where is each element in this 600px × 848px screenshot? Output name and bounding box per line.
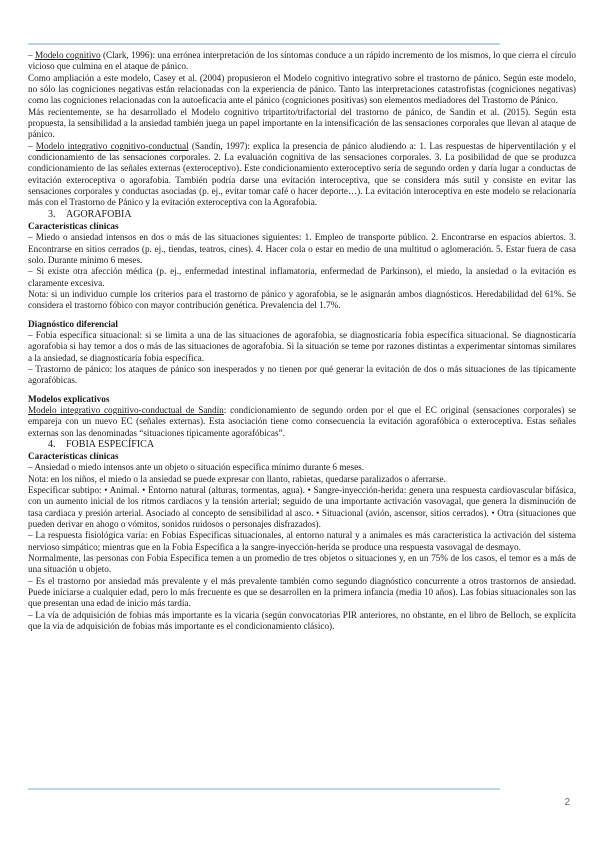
heading-clinical-agorafobia: Características clínicas — [28, 220, 119, 231]
paragraph-integrative-model: – Modelo integrativo cognitivo-conductual (Sandín, 1997): explica la presencia de pánico aludiendo a: 1. Las respuestas de hiperventilación y el condicionamiento de las sensaciones corporales. 2. La evaluación cognitiva de las sensaciones corporales. 3. La posibilidad de que se produzca condicionamiento de las señales externas (exteroceptivo). Este condicionamiento exteroceptivo sería de segundo orden y daría lugar a conductas de evitación exteroceptiva o agorafobia. También podría darse una evitación interoceptiva, que se considera más sutil y consiste en evitar las sensaciones corporales y conductas asociadas (p. ej., evitar tomar café o hacer deporte…). La evitación interoceptiva en este modelo se relacionaría más con el Trastorno de Pánico y la evitación exteroceptiva con la Agorafobia. — [28, 140, 576, 208]
paragraph: Normalmente, las personas con Fobia Específica temen a un promedio de tres objetos o situaciones y, en un 75% de los casos, el temor es a más de una situación u objeto. — [28, 553, 576, 575]
term-modelo-cognitivo: Modelo cognitivo — [34, 50, 101, 60]
heading-clinical-fobia: Características clínicas — [28, 451, 119, 461]
header-divider — [28, 43, 500, 45]
page-content — [28, 50, 576, 633]
paragraph-sandin-tripartite: Más recientemente, se ha desarrollado el Modelo cognitivo tripartito/trifactorial del trastorno de pánico, de Sandin et al. (2015). Según esta propuesta, la sensibilidad a la ansiedad también juega un papel importante en la intensificación de las sensaciones corporales que llevan al ataque de pánico. — [28, 106, 576, 140]
section-title-agorafobia: 3. AGORAFOBIA — [48, 208, 132, 220]
paragraph-sandin-agorafobia: Modelo integrativo cognitivo-conductual de Sandín: condicionamiento de segundo orden por el que el EC original (sensaciones corporales) se empareja con un nuevo EC (señales externas). Esta asociación tiene como consecuencia la evitación agorafóbica o exteroceptiva. Estas señales externas son las denominadas “situaciones típicamente agorafóbicas”. — [28, 404, 576, 438]
paragraph: – Es el trastorno por ansiedad más prevalente y el más prevalente también como segundo diagnóstico concurrente a otros trastornos de ansiedad. Puede iniciarse a cualquier edad, pero lo más frecuente es que se desarrollen en la primera infancia (media 10 años). Las fobias situacionales son las que presentan una edad de inicio más tardía. — [28, 575, 576, 609]
paragraph: – Trastorno de pánico: los ataques de pánico son inesperados y no tienen por qué generar la evitación de dos o más situaciones de las típicamente agorafóbicas. — [28, 363, 576, 386]
paragraph: – Fobia específica situacional: si se limita a una de las situaciones de agorafobia, se diagnosticaría fobia específica situacional. Se diagnosticaría agorafobia si hay temor a dos o más de las situaciones de agorafobia. Si la situación se teme por razones distintas a experimentar síntomas similares a la ansiedad, se diagnosticaría fobia específica. — [28, 329, 576, 363]
heading-explanatory-models: Modelos explicativos — [28, 393, 110, 404]
heading-differential: Diagnóstico diferencial — [28, 318, 118, 329]
footer-divider — [28, 788, 500, 790]
paragraph-casey-model: Como ampliación a este modelo, Casey et al. (2004) propusieron el Modelo cognitivo integrativo sobre el trastorno de pánico. Según este modelo, no sólo las cogniciones negativas están relacionadas con la experiencia de pánico. Tanto las interpretaciones catastrofistas (cogniciones negativas) como las cogniciones relacionadas con la autoeficacia ante el pánico (cogniciones positivas) son elementos mediadores del Trastorno de Pánico. — [28, 72, 576, 106]
term-modelo-integrativo: Modelo integrativo cognitivo-conductual — [35, 140, 189, 151]
paragraph: – Miedo o ansiedad intensos en dos o más de las situaciones siguientes: 1. Empleo de transporte público. 2. Encontrarse en espacios abiertos. 3. Encontrarse en sitios cerrados (p. ej., tiendas, teatros, cines). 4. Hacer cola o estar en medio de una multitud o aglomeración. 5. Estar fuera de casa solo. Durante mínimo 6 meses. — [28, 232, 576, 265]
term-modelo-sandin: Modelo integrativo cognitivo-conductual de Sandín — [28, 404, 224, 415]
section-title-fobia-especifica: 4. FOBIA ESPECÍFICA — [48, 439, 155, 450]
paragraph: Nota: en los niños, el miedo o la ansiedad se puede expresar con llanto, rabietas, quedarse paralizados o aferrarse. — [28, 473, 446, 484]
paragraph: Especificar subtipo: • Animal. • Entorno natural (alturas, tormentas, agua). • Sangre-inyección-herida: genera una respuesta cardiovascular bifásica, con un aumento inicial de los ritmos cardiacos y la tensión arterial; seguido de una importante activación vasovagal, que genera la disminución de tasa cardiaca y presión arterial. Asociado al concepto de sensibilidad al asco. • Situacional (avión, ascensor, sitios cerrados). • Otra (situaciones que pueden derivar en ahogo o vómitos, sonidos ruidosos o personajes disfrazados). — [28, 485, 576, 530]
paragraph: – La respuesta fisiológica varía: en Fobias Específicas situacionales, al entorno natural y a animales es más característica la activación del sistema nervioso simpático; mientras que en la Fobia Específica a la sangre-inyección-herida se produce una respuesta vasovagal de desmayo. — [28, 530, 576, 552]
paragraph: – La vía de adquisición de fobias más importante es la vicaria (según convocatorias PIR anteriores, no obstante, en el libro de Belloch, se explicita que la vía de adquisición de fobias más importante es el condicionamiento clásico). — [28, 609, 576, 632]
page-number: 2 — [564, 797, 570, 808]
paragraph: – Ansiedad o miedo intensos ante un objeto o situación específica mínimo durante 6 meses. — [28, 462, 365, 473]
paragraph: Nota: si un individuo cumple los criterios para el trastorno de pánico y agorafobia, se le asignarán ambos diagnósticos. Heredabilidad del 61%. Se considera el trastorno fóbico con mayor contribución genética. Prevalencia del 1.7%. — [28, 288, 576, 311]
paragraph: – Si existe otra afección médica (p. ej., enfermedad intestinal inflamatoria, enfermedad de Parkinson), el miedo, la ansiedad o la evitación es claramente excesiva. — [28, 266, 576, 288]
paragraph-cognitive-model: – Modelo cognitivo (Clark, 1996): una errónea interpretación de los síntomas conduce a un rápido incremento de los mismos, lo que cierra el círculo vicioso que culmina en el ataque de pánico. — [28, 50, 576, 72]
